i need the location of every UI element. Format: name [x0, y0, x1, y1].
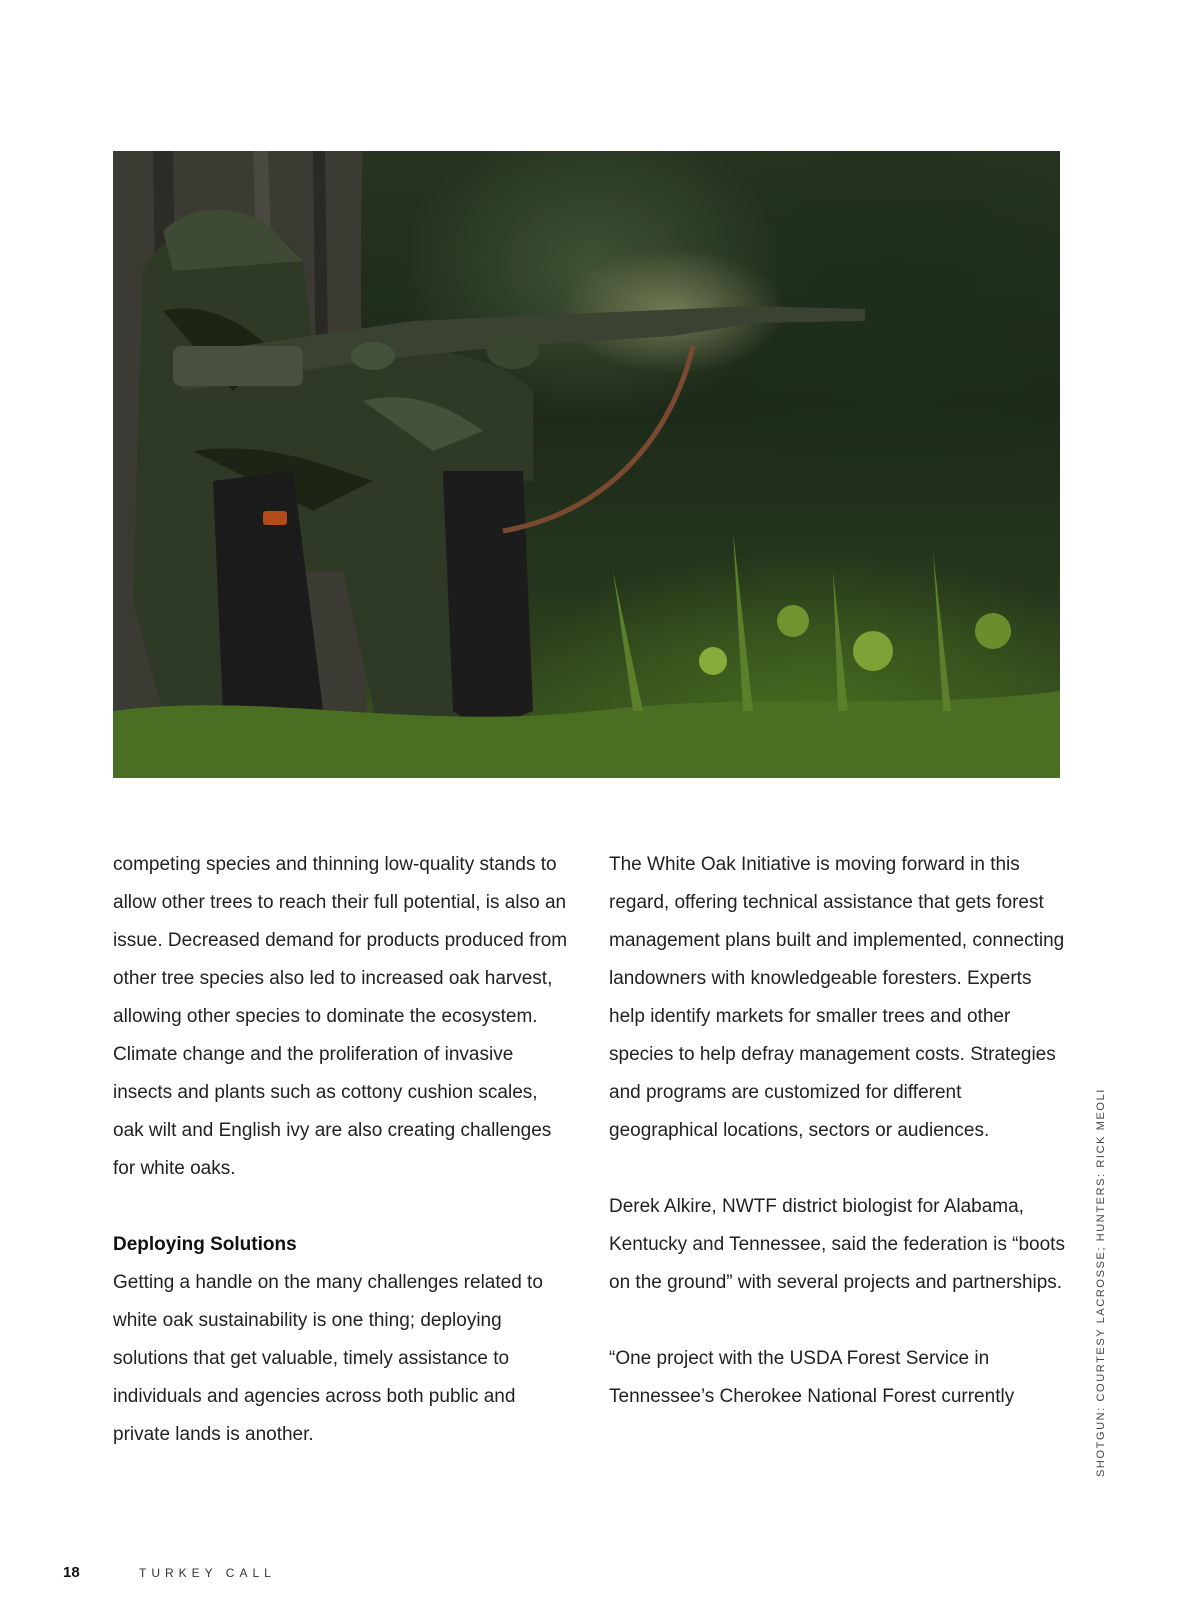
right-paragraph-1: The White Oak Initiative is moving forward in this regard, offering technical assistance that gets forest management plans built and implemented, connecting landowners with knowledgeable foresters. Experts help identify markets for smaller trees and other species to help defray management costs. Strategies and programs are customized for different geographical locations, sectors or audiences.	[609, 854, 1065, 1141]
photo-credit: SHOTGUN: COURTESY LACROSSE; HUNTERS: RICK MEOLI	[1095, 1088, 1107, 1477]
magazine-name: TURKEY CALL	[139, 1566, 276, 1580]
section-heading: Deploying Solutions	[113, 1234, 297, 1255]
page-number: 18	[63, 1564, 80, 1581]
left-paragraph-1: competing species and thinning low-quality stands to allow other trees to reach their full potential, is also an issue. Decreased demand for products produced from other tree species also led to increased oak harvest, allowing other species to dominate the ecosystem. Climate change and the proliferation of invasive insects and plants such as cottony cushion scales, oak wilt and English ivy are also creating challenges for white oaks.	[113, 854, 568, 1179]
left-paragraph-2: Getting a handle on the many challenges related to white oak sustainability is one thing; deploying solutions that get valuable, timely assistance to individuals and agencies across both public and private lands is another.	[113, 1272, 543, 1445]
right-paragraph-3: “One project with the USDA Forest Service in Tennessee’s Cherokee National Forest currently	[609, 1348, 1015, 1407]
hunter-photo	[113, 151, 1060, 778]
right-paragraph-2: Derek Alkire, NWTF district biologist for Alabama, Kentucky and Tennessee, said the federation is “boots on the ground” with several projects and partnerships.	[609, 1196, 1065, 1293]
camouflaged-hunter-icon	[113, 151, 1060, 778]
left-column	[113, 846, 573, 1454]
right-column	[609, 846, 1069, 1416]
